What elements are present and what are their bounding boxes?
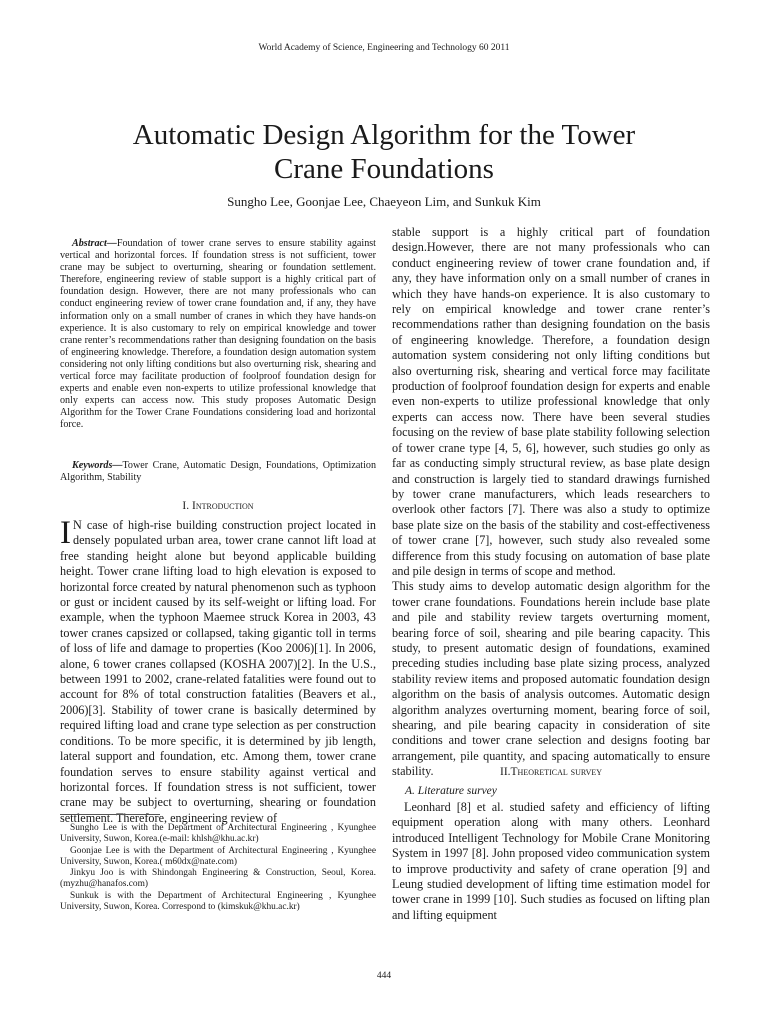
footnote: Sunkuk is with the Department of Architectural Engineering , Kyunghee University, Suwon, Korea. Correspond to (kimskuk@khu.ac.kr)	[60, 890, 376, 913]
literature-survey-body	[392, 800, 710, 923]
paragraph: Leonhard [8] et al. studied safety and efficiency of lifting equipment operation along with many others. Leonhard introduced Intelligent Technology for Mobile Crane Monitoring System in 1997 [8]. John proposed video communication system to improve productivity and safety of crane operation [9] and Leung studied development of lifting time estimation model for tower crane in 1999 [10]. Such studies as focused on lifting plan and lifting equipment	[392, 800, 710, 922]
paragraph: stable support is a highly critical part of foundation design.However, there are not many professionals who can conduct engineering review of tower crane foundation and, if any, they have information only on a small number of cranes in which they have hands-on experience. It is also customary to rely on empirical knowledge and tower crane renter’s recommendations rather than designing foundation on the basis of engineering knowledge. Therefore, a foundation design automation system considering not only lifting conditions but also overturning risk, shearing and vertical force may facilitate production of foolproof foundation design for experts and enable even non-experts to utilize professional knowledge that only experts can access now. There have been several studies focusing on the review of base plate stability following selection of tower crane type [4, 5, 6], however, such studies go only as far as conducting simply structural review, as base plate design and construction is largely tied to standard drawings furnished by tower crane manufacturers, which leads researchers to overlook other factors [7]. There was also a study to optimize base plate size on the basis of the stability and cost-effectiveness of tower crane [7], however, such study also revealed some difference from this study focusing on automation of base plate and pile design in terms of scope and method.	[392, 225, 710, 578]
keywords-label: Keywords—	[72, 460, 123, 471]
keywords-text: Tower Crane, Automatic Design, Foundations, Optimization Algorithm, Stability	[60, 460, 376, 484]
section-heading-introduction: I. Introduction	[182, 500, 254, 512]
paper-title	[60, 118, 708, 186]
abstract-label: Abstract—	[72, 238, 117, 249]
introduction-body	[60, 515, 376, 826]
author-footnotes	[60, 823, 376, 913]
drop-cap: I	[60, 515, 71, 551]
keywords	[60, 460, 376, 484]
right-column-body	[392, 225, 710, 780]
abstract	[60, 238, 376, 432]
abstract-text: Foundation of tower crane serves to ensure stability against vertical and horizontal forces. If foundation stress is not sufficient, tower crane may be subject to overturning, shearing or foundation settlement. Therefore, engineering review of stable support is a highly critical part of foundation design. However, there are not many professionals who can conduct engineering review of tower crane foundation and, if any, they have information only on a small number of cranes in which they have hands-on experience. It is also customary to rely on empirical knowledge and tower crane renter’s recommendations rather than designing foundation on the basis of engineering knowledge. Therefore, a foundation design automation system considering not only lifting conditions but also overturning risk, shearing and vertical force may facilitate production of foolproof foundation design for experts and enable even non-experts to utilize professional knowledge that only experts can access now. This study proposes Automatic Design Algorithm for the Tower Crane Foundations considering load and horizontal force.	[60, 238, 376, 431]
page-number: 444	[376, 971, 392, 981]
title-line-2: Crane Foundations	[274, 153, 494, 185]
subsection-heading: A. Literature survey	[405, 785, 497, 797]
section-heading-theoretical-survey: II.Theoretical survey	[499, 766, 603, 778]
author-list: Sungho Lee, Goonjae Lee, Chaeyeon Lim, and Sunkuk Kim	[227, 194, 541, 209]
running-head: World Academy of Science, Engineering and Technology 60 2011	[258, 43, 510, 53]
footnote: Jinkyu Joo is with Shindongah Engineering & Construction, Seoul, Korea. (myzhu@hanafos.com)	[60, 868, 376, 890]
paragraph: This study aims to develop automatic design algorithm for the tower crane foundations. Foundations herein include base plate and pile and stability review targets overturning moment, bearing force of soil, shearing and pile bearing capacity. This study, to present automatic design of foundations, examined preceding studies including base plate sizing process, analyzed stability review items and proposed automatic foundation design algorithm on the basis of analysis outcomes. Automatic design algorithm analyzes overturning moment, bearing force of soil, shearing, and pile bearing capacity in consideration of site conditions and tower crane selection and designs footing bar arrangement, pile quantity, and spacing automatically to ensure stability.	[392, 579, 710, 779]
title-line-1: Automatic Design Algorithm for the Tower	[132, 119, 636, 151]
introduction-text: N case of high-rise building construction project located in densely populated urban area, tower crane cannot lift load at free standing height alone but beyond applicable building height. Tower crane lifting load to high elevation is exposed to horizontal force created by natural phenomenon such as typhoon or gust or incident caused by its self-weight or lifting load. For example, when the typhoon Maemee struck Korea in 2003, 43 tower cranes capsized or collapsed, taking gigantic toll in terms of loss of life and damage to properties (Koo 2006)[1]. In 2006, alone, 6 tower cranes collapsed (KOSHA 2007)[2]. In the U.S., between 1991 to 2002, crane-related fatalities were found out to account for 8% of total construction fatalities (Beavers et al., 2006)[3]. Stability of tower crane is basically determined by required lifting load and crane type selection as per construction conditions. To be more specific, it is determined by jib length, lateral support and foundation, etc. Among them, tower crane foundation serves to ensure stability against vertical and horizontal forces. If foundation stress is not sufficient, tower crane may be subject to overturning, shearing or foundation settlement. Therefore, engineering review of	[60, 518, 376, 825]
footnote-divider	[60, 814, 160, 815]
footnote: Sungho Lee is with the Department of Architectural Engineering , Kyunghee University, Suwon, Korea.(e-mail: khlsh@khu.ac.kr)	[60, 823, 376, 845]
footnote: Goonjae Lee is with the Department of Architectural Engineering , Kyunghee University, Suwon, Korea.( m60dx@nate.com)	[60, 845, 376, 867]
